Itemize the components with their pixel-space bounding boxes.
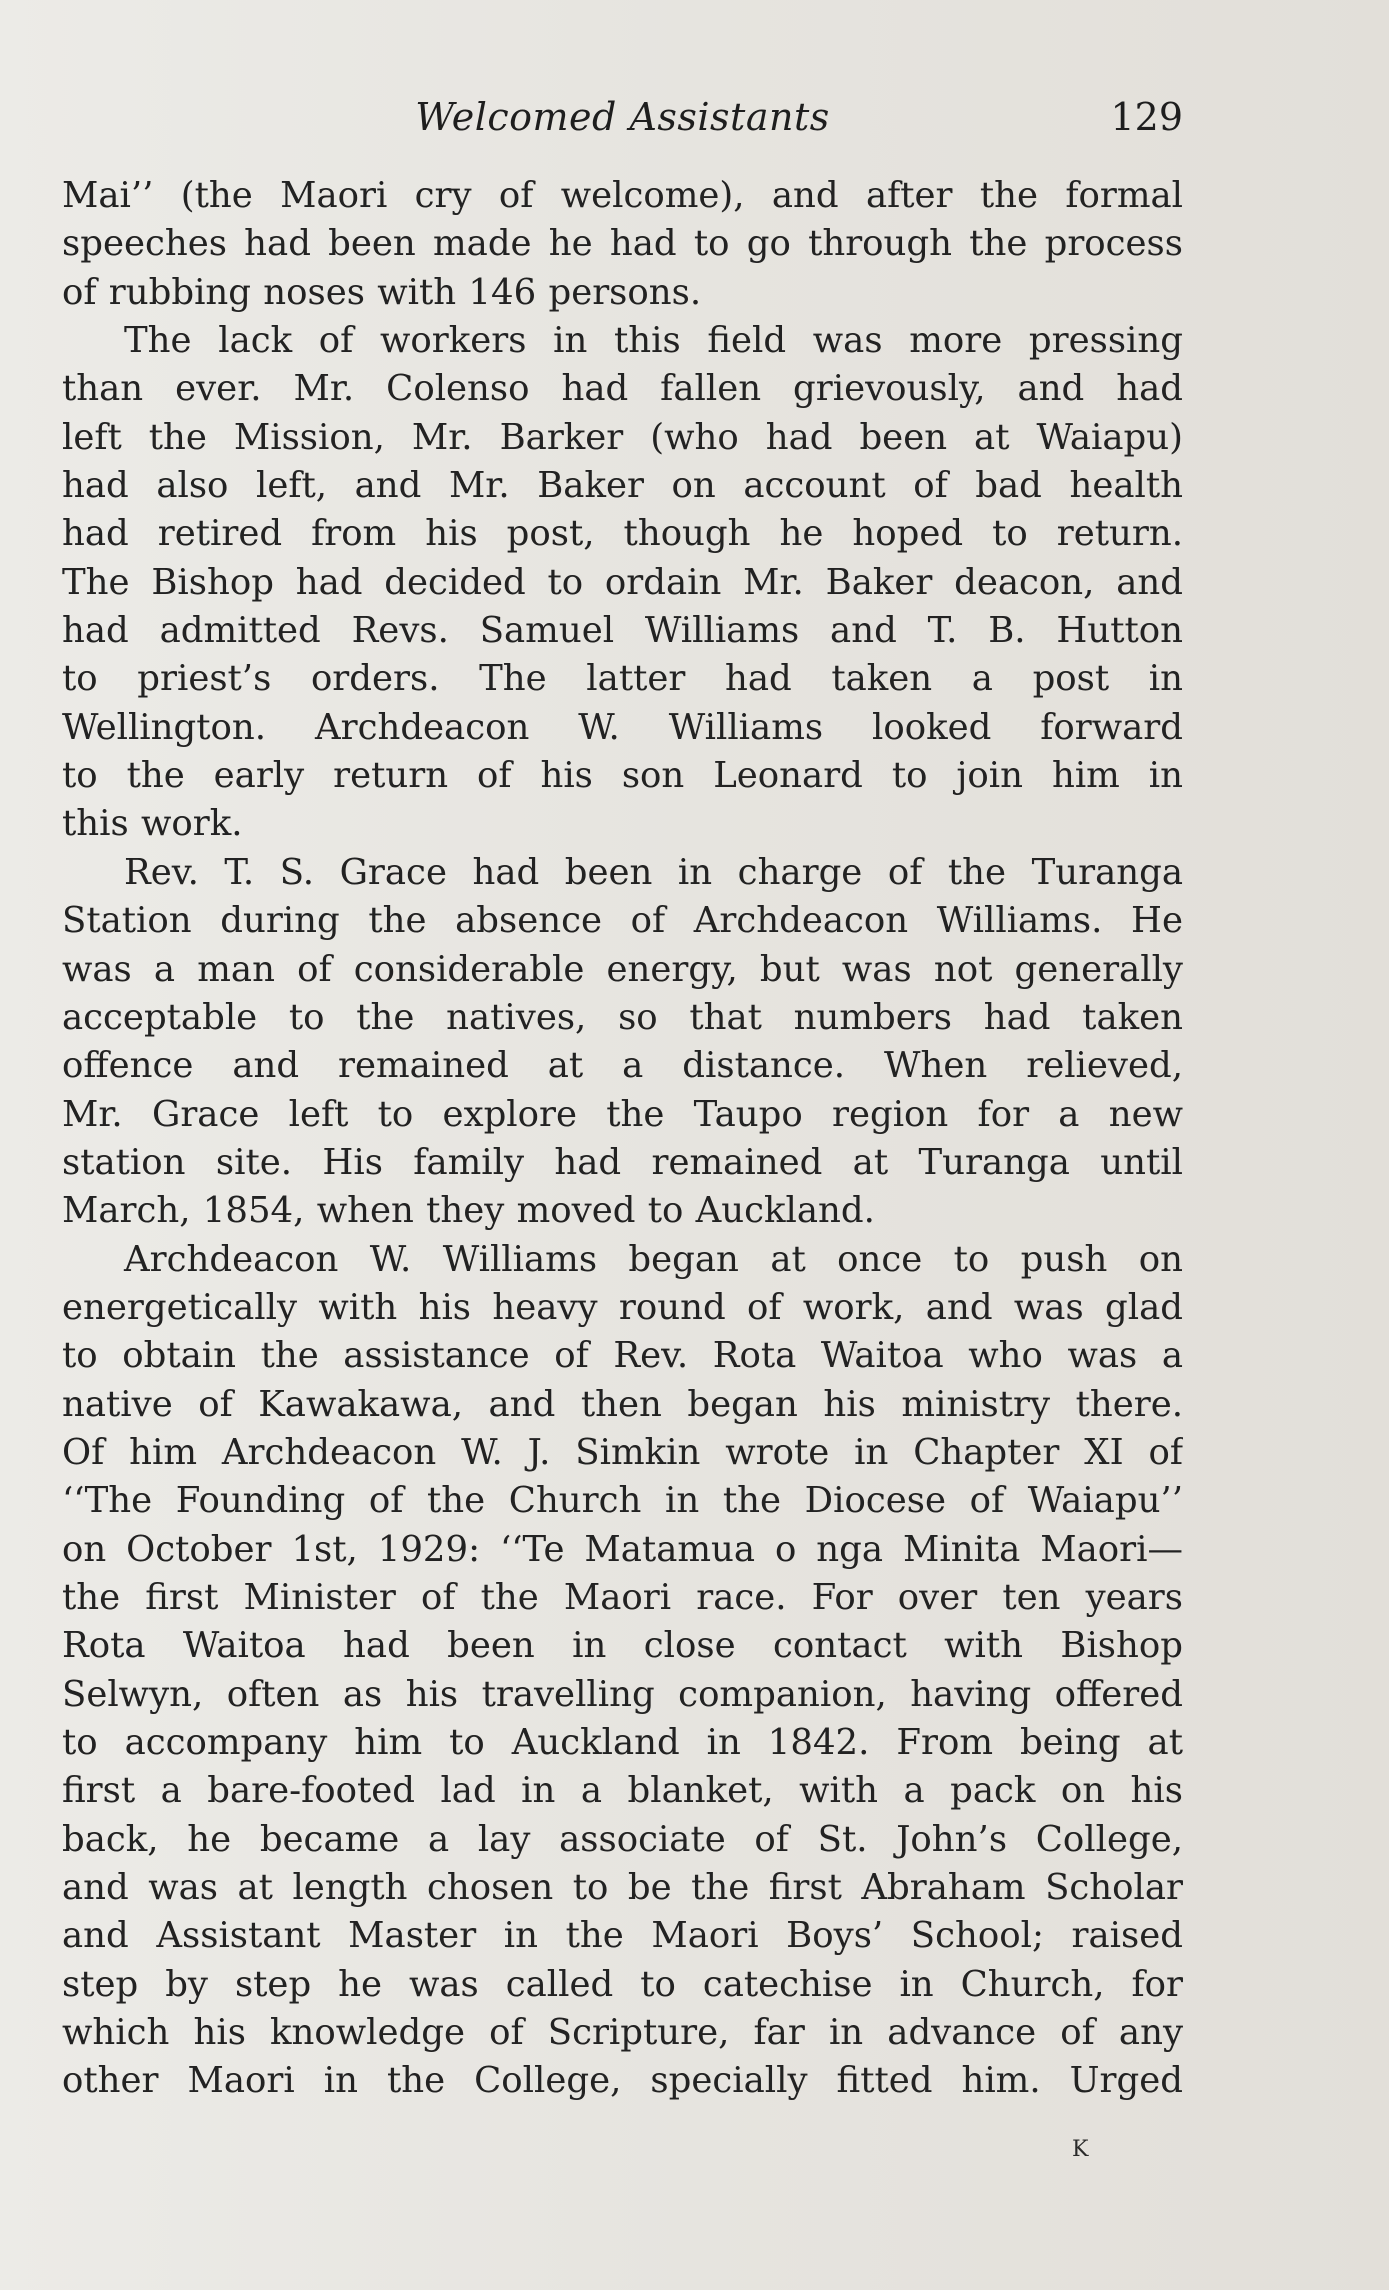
- text-line: Of him Archdeacon W. J. Simkin wrote in Chapter XI of: [62, 1431, 1183, 1473]
- text-line: to obtain the assistance of Rev. Rota Waitoa who was a: [62, 1335, 1183, 1377]
- text-line: on October 1st, 1929: ‘‘Te Matamua o nga Minita Maori—: [62, 1528, 1183, 1570]
- paragraph: [62, 849, 1183, 1236]
- text-line: native of Kawakawa, and then began his ministry there.: [62, 1383, 1183, 1425]
- text-line: station site. His family had remained at Turanga until: [62, 1141, 1183, 1183]
- text-line: Rev. T. S. Grace had been in charge of the Turanga: [124, 851, 1183, 893]
- text-line: offence and remained at a distance. When relieved,: [62, 1045, 1183, 1087]
- text-line: to accompany him to Auckland in 1842. From being at: [62, 1722, 1183, 1763]
- text-line: had admitted Revs. Samuel Williams and T. B. Hutton: [62, 610, 1183, 652]
- text-line: Mr. Grace left to explore the Taupo region for a new: [62, 1093, 1183, 1135]
- text-line: had also left, and Mr. Baker on account of bad health: [62, 465, 1183, 507]
- text-line: March, 1854, when they moved to Auckland.: [62, 1190, 875, 1232]
- signature-mark: K: [1072, 2137, 1089, 2162]
- text-line: this work.: [62, 803, 243, 845]
- text-line: ‘‘The Founding of the Church in the Diocese of Waiapu’’: [62, 1480, 1183, 1522]
- text-line: Mai’’ (the Maori cry of welcome), and after the formal: [62, 175, 1183, 216]
- text-line: to the early return of his son Leonard to join him in: [62, 755, 1183, 797]
- page-number: 129: [1110, 95, 1183, 139]
- text-line: other Maori in the College, specially fitted him. Urged: [62, 2060, 1183, 2102]
- paragraph: [62, 317, 1183, 849]
- body-text: [62, 172, 1183, 2106]
- paragraph: [62, 172, 1183, 317]
- text-line: had retired from his post, though he hoped to return.: [62, 513, 1183, 555]
- text-line: back, he became a lay associate of St. John’s College,: [62, 1818, 1183, 1860]
- text-line: than ever. Mr. Colenso had fallen grievously, and had: [62, 368, 1183, 410]
- text-line: first a bare-footed lad in a blanket, with a pack on his: [62, 1770, 1183, 1812]
- text-line: step by step he was called to catechise in Church, for: [62, 1963, 1183, 2005]
- text-line: and was at length chosen to be the first Abraham Scholar: [62, 1867, 1183, 1909]
- page-header: [62, 92, 1183, 142]
- text-line: of rubbing noses with 146 persons.: [62, 271, 702, 313]
- text-line: the first Minister of the Maori race. For over ten years: [62, 1576, 1183, 1618]
- text-line: acceptable to the natives, so that numbers had taken: [62, 996, 1183, 1038]
- text-line: Selwyn, often as his travelling companion, having offered: [62, 1673, 1183, 1715]
- paragraph: [62, 1236, 1183, 2106]
- text-line: Station during the absence of Archdeacon Williams. He: [62, 900, 1183, 942]
- text-line: The lack of workers in this field was more pressing: [124, 320, 1183, 362]
- text-line: speeches had been made he had to go through the process: [62, 223, 1183, 265]
- text-line: Wellington. Archdeacon W. Williams looked forward: [62, 706, 1183, 748]
- text-line: and Assistant Master in the Maori Boys’ School; raised: [62, 1915, 1183, 1957]
- text-line: left the Mission, Mr. Barker (who had been at Waiapu): [62, 416, 1183, 458]
- text-line: which his knowledge of Scripture, far in advance of any: [62, 2012, 1183, 2054]
- text-line: The Bishop had decided to ordain Mr. Baker deacon, and: [62, 561, 1183, 603]
- text-line: energetically with his heavy round of work, and was glad: [62, 1286, 1183, 1328]
- text-line: Rota Waitoa had been in close contact with Bishop: [62, 1625, 1183, 1667]
- text-line: to priest’s orders. The latter had taken a post in: [62, 658, 1183, 700]
- running-title: Welcomed Assistants: [415, 95, 830, 139]
- text-line: was a man of considerable energy, but was not generally: [62, 948, 1183, 990]
- text-line: Archdeacon W. Williams began at once to push on: [124, 1238, 1183, 1280]
